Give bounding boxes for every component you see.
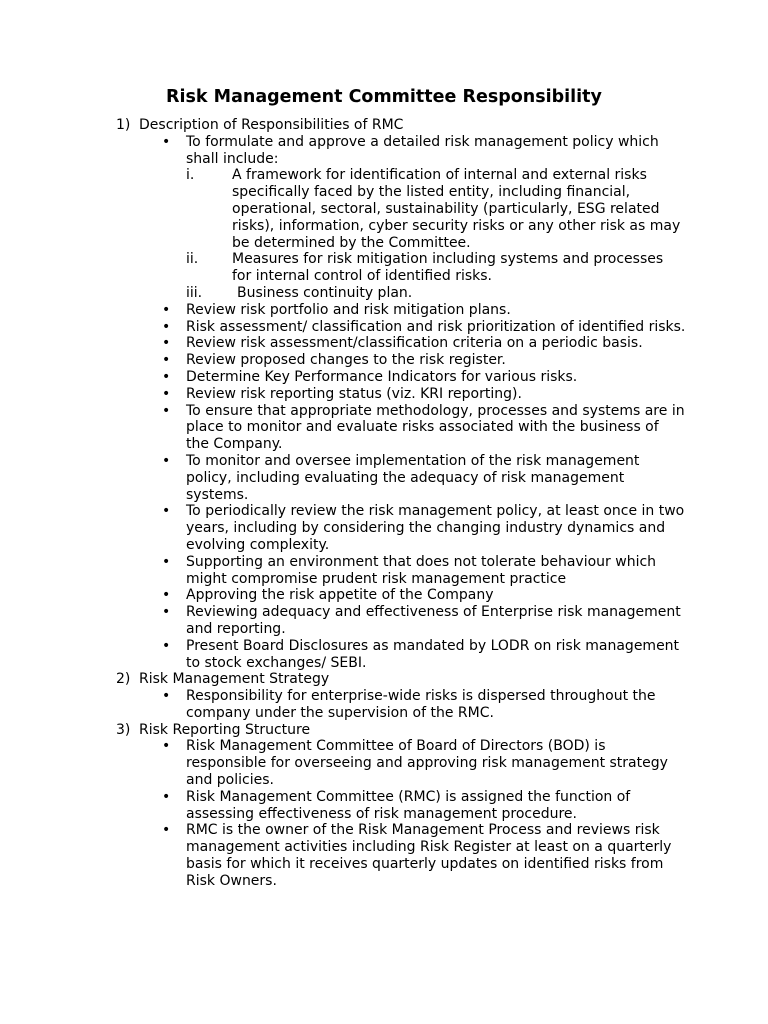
list-item-text: Risk Management Committee of Board of Directors (BOD) is responsible for overseeing and approving risk management strategy and policies. <box>186 738 668 789</box>
list-item-text: Review risk reporting status (viz. KRI reporting). <box>186 385 522 402</box>
list-item-text: Present Board Disclosures as mandated by LODR on risk management to stock exchanges/ SEBI. <box>186 637 680 671</box>
roman-item-text: Measures for risk mitigation including systems and processes for internal control of identified risks. <box>232 251 664 285</box>
list-item-text: To ensure that appropriate methodology, processes and systems are in place to monitor and evaluate risks associated with the business of the Company. <box>186 402 685 453</box>
section-number: 2) <box>116 671 131 688</box>
list-item-text: To monitor and oversee implementation of the risk management policy, including evaluating the adequacy of risk management systems. <box>186 452 640 503</box>
section-responsibilities <box>116 117 686 671</box>
list-item <box>116 554 686 588</box>
list-item-text: Approving the risk appetite of the Company <box>186 587 494 604</box>
list-item <box>116 369 686 386</box>
list-item-text: Determine Key Performance Indicators for various risks. <box>186 368 578 385</box>
roman-item <box>186 285 686 302</box>
list-item <box>116 386 686 403</box>
list-item <box>116 335 686 352</box>
list-item <box>116 638 686 672</box>
section-heading: Risk Management Strategy <box>139 671 330 688</box>
section-list <box>116 117 686 890</box>
list-item <box>116 134 686 302</box>
roman-list <box>186 167 686 301</box>
list-item-text: Risk assessment/ classification and risk prioritization of identified risks. <box>186 318 686 335</box>
section-heading: Description of Responsibilities of RMC <box>139 117 404 133</box>
list-item-text: Review risk assessment/classification criteria on a periodic basis. <box>186 335 643 352</box>
section-heading: Risk Reporting Structure <box>139 721 311 738</box>
list-item <box>116 453 686 503</box>
list-item <box>116 403 686 453</box>
section-strategy <box>116 671 686 721</box>
list-item <box>116 789 686 823</box>
roman-item-text: A framework for identification of internal and external risks specifically faced by the listed entity, including financial, operational, sectoral, sustainability (particularly, ESG related risks), information, cyber security risks or any other risk as may be determined by the Committee. <box>232 167 681 251</box>
section-number: 3) <box>116 721 131 738</box>
list-item-text: To periodically review the risk management policy, at least once in two years, including by considering the changing industry dynamics and evolving complexity. <box>186 503 685 553</box>
bullet-list <box>139 134 686 672</box>
bullet-list <box>139 738 686 889</box>
list-item <box>116 319 686 336</box>
list-item-text: Responsibility for enterprise-wide risks is dispersed throughout the company under the supervision of the RMC. <box>186 688 656 721</box>
roman-number: i. <box>186 167 195 184</box>
list-item-text: To formulate and approve a detailed risk management policy which shall include: <box>186 133 659 167</box>
list-item-text: Review proposed changes to the risk register. <box>186 352 506 369</box>
bullet-list <box>139 688 686 722</box>
document-body <box>116 117 686 890</box>
list-item <box>116 822 686 889</box>
list-item-text: RMC is the owner of the Risk Management Process and reviews risk management activities including Risk Register at least on a quarterly basis for which it receives quarterly updates on identified risks from Risk Owners. <box>186 822 672 889</box>
list-item-text: Review risk portfolio and risk mitigation plans. <box>186 301 511 318</box>
roman-item <box>186 251 686 285</box>
list-item-text: Reviewing adequacy and effectiveness of Enterprise risk management and reporting. <box>186 604 681 637</box>
section-reporting-structure <box>116 722 686 890</box>
list-item <box>116 352 686 369</box>
list-item <box>116 604 686 638</box>
roman-item <box>186 167 686 251</box>
roman-number: iii. <box>186 284 203 301</box>
list-item <box>116 302 686 319</box>
list-item <box>116 738 686 788</box>
list-item <box>116 587 686 604</box>
roman-number: ii. <box>186 251 199 268</box>
page-title: Risk Management Committee Responsibility <box>166 87 602 107</box>
roman-item-text: Business continuity plan. <box>237 284 413 301</box>
list-item-text: Risk Management Committee (RMC) is assigned the function of assessing effectiveness of risk management procedure. <box>186 788 631 822</box>
list-item <box>116 688 686 722</box>
section-number: 1) <box>116 117 131 133</box>
list-item <box>116 503 686 553</box>
list-item-text: Supporting an environment that does not tolerate behaviour which might compromise prudent risk management practice <box>186 553 657 587</box>
